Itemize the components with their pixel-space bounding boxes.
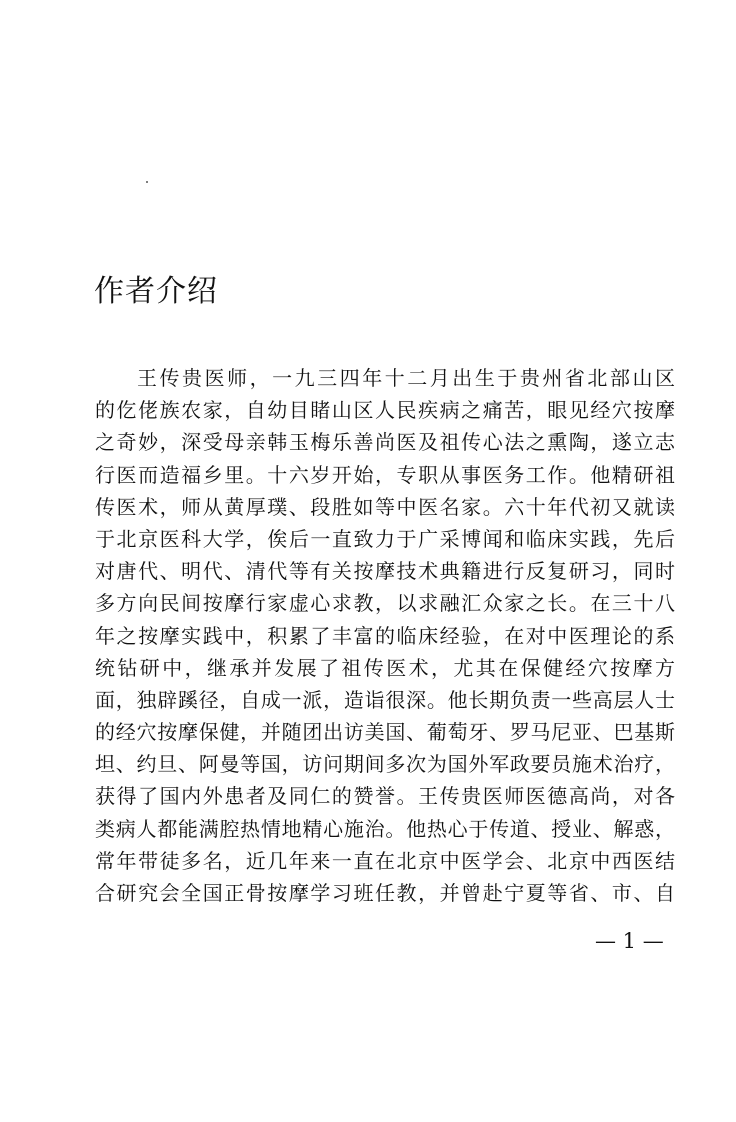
paragraph-line: 坦、约旦、阿曼等国，访问期间多次为国外军政要员施术治疗，: [95, 752, 675, 777]
body-paragraph: [95, 362, 675, 909]
paragraph-line: 面，独辟蹊径，自成一派，造诣很深。他长期负责一些高层人士: [95, 687, 675, 712]
paragraph-line: 行医而造福乡里。十六岁开始，专职从事医务工作。他精研祖: [95, 462, 675, 487]
paragraph-line: 获得了国内外患者及同仁的赞誉。王传贵医师医德高尚，对各: [95, 784, 675, 809]
paragraph-line: 对唐代、明代、清代等有关按摩技术典籍进行反复研习，同时: [95, 559, 675, 584]
paragraph-line: 于北京医科大学，俟后一直致力于广采博闻和临床实践，先后: [95, 526, 675, 551]
scan-speck: [146, 181, 148, 183]
paragraph-line: 常年带徒多名，近几年来一直在北京中医学会、北京中西医结: [95, 848, 675, 873]
page-number: — 1 —: [595, 929, 664, 953]
paragraph-line: 类病人都能满腔热情地精心施治。他热心于传道、授业、解惑，: [95, 816, 675, 841]
paragraph-line: 的经穴按摩保健，并随团出访美国、葡萄牙、罗马尼亚、巴基斯: [95, 720, 675, 745]
paragraph-line: 的仡佬族农家，自幼目睹山区人民疾病之痛苦，眼见经穴按摩: [95, 398, 675, 423]
paragraph-line: 传医术，师从黄厚璞、段胜如等中医名家。六十年代初又就读: [95, 494, 675, 519]
paragraph-line: 多方向民间按摩行家虚心求教，以求融汇众家之长。在三十八: [95, 591, 675, 616]
paragraph-line: 之奇妙，深受母亲韩玉梅乐善尚医及祖传心法之熏陶，遂立志: [95, 430, 675, 455]
paragraph-line: 王传贵医师，一九三四年十二月出生于贵州省北部山区: [137, 366, 675, 390]
section-title: 作者介绍: [94, 274, 218, 309]
paragraph-line: 年之按摩实践中，积累了丰富的临床经验，在对中医理论的系: [95, 623, 675, 648]
paragraph-line: 统钻研中，继承并发展了祖传医术，尤其在保健经穴按摩方: [95, 655, 675, 680]
paragraph-line: 合研究会全国正骨按摩学习班任教，并曾赴宁夏等省、市、自: [95, 881, 675, 905]
